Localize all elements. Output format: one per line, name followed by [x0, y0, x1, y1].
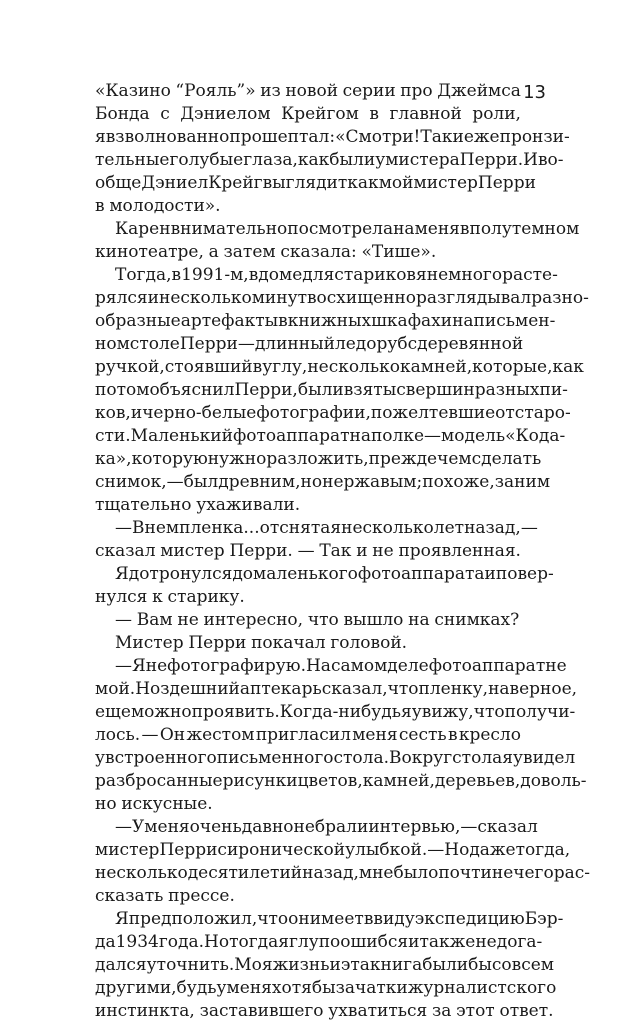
paragraph: [95, 563, 554, 609]
page-number: 13: [523, 82, 546, 103]
text-line: Я дотронулся до маленького фотоаппарата и повер-: [115, 564, 554, 584]
text-line: сказал мистер Перри. — Так и не проявленная.: [95, 541, 521, 561]
text-line: инстинкта, заставившего ухватиться за этот ответ.: [95, 1001, 554, 1021]
text-line: Бонда с Дэниелом Крейгом в главной роли,: [95, 104, 521, 124]
text-line: ков, и черно-белые фотографии, пожелтевшие от старо-: [95, 403, 571, 423]
text-line: Тогда, в 1991-м, в доме для стариков я немного расте-: [115, 265, 558, 285]
text-line: образные артефакты в книжных шкафах и на письмен-: [95, 311, 556, 331]
text-line: обще Дэниел Крейг выглядит как мой мистер Перри: [95, 173, 536, 193]
text-line: — Вам не интересно, что вышло на снимках?: [115, 610, 520, 630]
text-line: Карен внимательно посмотрела на меня в полутемном: [115, 219, 580, 239]
text-line: ном столе Перри — длинный ледоруб с деревянной: [95, 334, 524, 354]
text-line: я взволнованно прошептал: «Смотри! Такие же пронзи-: [95, 127, 570, 147]
text-line: мистер Перри с иронической улыбкой. — Но даже тогда,: [95, 840, 571, 860]
paragraph: [95, 609, 521, 632]
paragraph: [95, 655, 587, 816]
text-line: мой. Но здешний аптекарь сказал, что пленку, наверное,: [95, 679, 578, 699]
text-line: несколько десятилетий назад, мне было почти нечего рас-: [95, 863, 590, 883]
text-line: «Казино “Рояль”» из новой серии про Джеймса: [95, 81, 521, 101]
text-line: Я предположил, что он имеет в виду экспедицию Бэр-: [115, 909, 564, 929]
text-line: но искусные.: [95, 794, 213, 814]
paragraph: [95, 908, 564, 1023]
text-line: кинотеатре, а затем сказала: «Тише».: [95, 242, 437, 262]
text-line: дался уточнить. Моя жизнь и эта книга были бы совсем: [95, 955, 555, 975]
paragraph: [95, 517, 538, 563]
text-line: в молодости».: [95, 196, 221, 216]
text-line: разбросанные рисунки цветов, камней, деревьев, доволь-: [95, 771, 587, 791]
text-line: — У меня очень давно не брали интервью, — сказал: [115, 817, 538, 837]
text-line: потом объяснил Перри, были взяты с вершин разных пи-: [95, 380, 568, 400]
text-line: нулся к старику.: [95, 587, 245, 607]
text-line: сказать прессе.: [95, 886, 235, 906]
text-line: да 1934 года. Но тогда я глупо ошибся и также не дога-: [95, 932, 543, 952]
text-line: снимок, — был древним, но не ржавым; похоже, за ним: [95, 472, 551, 492]
paragraph: [95, 816, 590, 908]
text-line: тельные голубые глаза, как были у мистера Перри. И во-: [95, 150, 564, 170]
text-line: тщательно ухаживали.: [95, 495, 301, 515]
text-line: ручкой, стоявший в углу, несколько камней, которые, как: [95, 357, 584, 377]
text-line: — В нем пленка... отснятая несколько лет назад, —: [115, 518, 538, 538]
text-line: — Я не фотографирую. На самом деле фотоаппарат не: [115, 656, 567, 676]
text-line: у встроенного письменного стола. Вокруг стола я увидел: [95, 748, 576, 768]
paragraph: [95, 632, 521, 655]
text-line: другими, будь у меня хотя бы зачатки журналистского: [95, 978, 557, 998]
paragraph: [95, 264, 589, 517]
text-line: Мистер Перри покачал головой.: [115, 633, 408, 653]
text-line: ка», которую нужно разложить, прежде чем сделать: [95, 449, 542, 469]
paragraph: [95, 218, 580, 264]
text-line: сти. Маленький фотоаппарат на полке — модель «Кода-: [95, 426, 566, 446]
text-line: рялся и несколько минут восхищенно разглядывал разно-: [95, 288, 589, 308]
text-line: лось. — Он жестом пригласил меня сесть в кресло: [95, 725, 521, 745]
text-line: еще можно проявить. Когда-нибудь я увижу, что получи-: [95, 702, 576, 722]
